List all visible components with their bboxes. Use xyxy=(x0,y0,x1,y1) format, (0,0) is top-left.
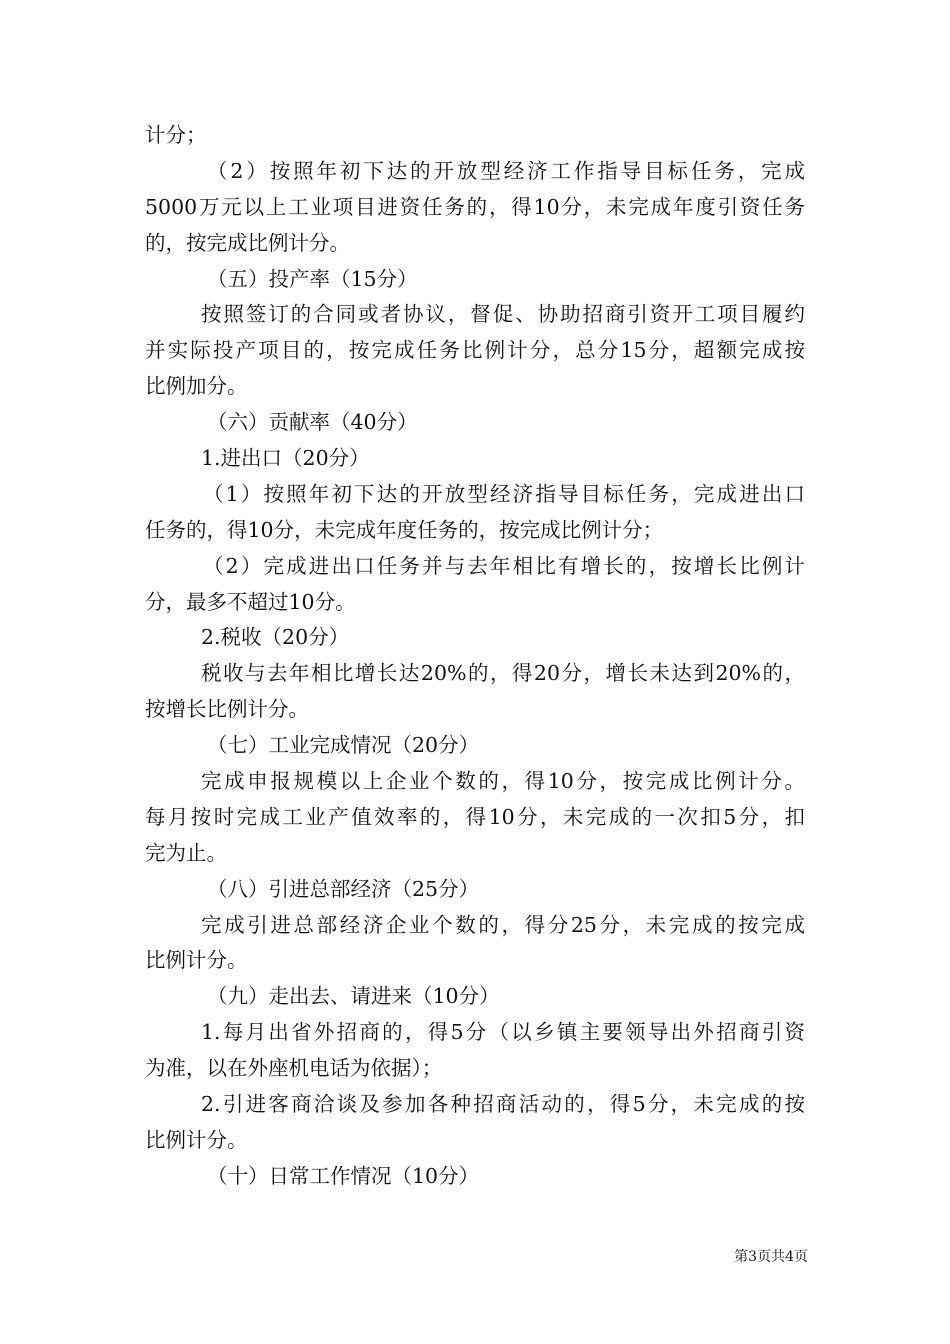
text-line: 5000万元以上工业项目进资任务的，得10分，未完成年度引资任务 xyxy=(145,194,805,219)
text-line: 比例计分。 xyxy=(145,1127,248,1152)
text-line: 为准，以在外座机电话为依据）； xyxy=(145,1056,443,1081)
text-line: 按增长比例计分。 xyxy=(145,697,309,722)
text-line: 计分； xyxy=(145,123,207,147)
text-line: 1.每月出省外招商的，得5分（以乡镇主要领导出外招商引资 xyxy=(201,1020,805,1045)
section-heading: （五）投产率（15分） xyxy=(207,266,418,291)
text-line: 完为止。 xyxy=(145,840,227,865)
section-heading: （八）引进总部经济（25分） xyxy=(207,876,480,901)
section-heading: （七）工业完成情况（20分） xyxy=(207,733,480,758)
text-line: 2.引进客商洽谈及参加各种招商活动的，得5分，未完成的按 xyxy=(201,1092,805,1117)
document-body xyxy=(145,118,805,1195)
text-line: 完成引进总部经济企业个数的，得分25分，未完成的按完成 xyxy=(201,912,805,937)
text-line: 按照签订的合同或者协议，督促、协助招商引资开工项目履约 xyxy=(201,302,805,327)
section-heading: （六）贡献率（40分） xyxy=(207,410,418,435)
text-line: （1）按照年初下达的开放型经济指导目标任务，完成进出口 xyxy=(203,481,805,506)
text-line: 的，按完成比例计分。 xyxy=(145,230,350,255)
subsection-heading: 1.进出口（20分） xyxy=(201,446,370,471)
text-line: 每月按时完成工业产值效率的，得10分，未完成的一次扣5分，扣 xyxy=(145,804,805,829)
text-line: 比例计分。 xyxy=(145,948,248,973)
text-line: （2）完成进出口任务并与去年相比有增长的，按增长比例计 xyxy=(203,553,805,578)
text-line: 比例加分。 xyxy=(145,374,248,399)
text-line: （2）按照年初下达的开放型经济工作指导目标任务，完成 xyxy=(207,158,805,183)
text-line: 任务的，得10分，未完成年度任务的，按完成比例计分； xyxy=(145,517,664,542)
text-line: 完成申报规模以上企业个数的，得10分，按完成比例计分。 xyxy=(201,769,805,794)
section-heading: （十）日常工作情况（10分） xyxy=(207,1163,480,1188)
text-line: 并实际投产项目的，按完成任务比例计分，总分15分，超额完成按 xyxy=(145,338,805,363)
page-footer: 第3页共4页 xyxy=(734,1249,808,1265)
text-line: 分，最多不超过10分。 xyxy=(145,589,356,614)
text-line: 税收与去年相比增长达20%的，得20分，增长未达到20%的， xyxy=(201,661,805,686)
subsection-heading: 2.税收（20分） xyxy=(201,625,350,650)
section-heading: （九）走出去、请进来（10分） xyxy=(207,984,500,1009)
